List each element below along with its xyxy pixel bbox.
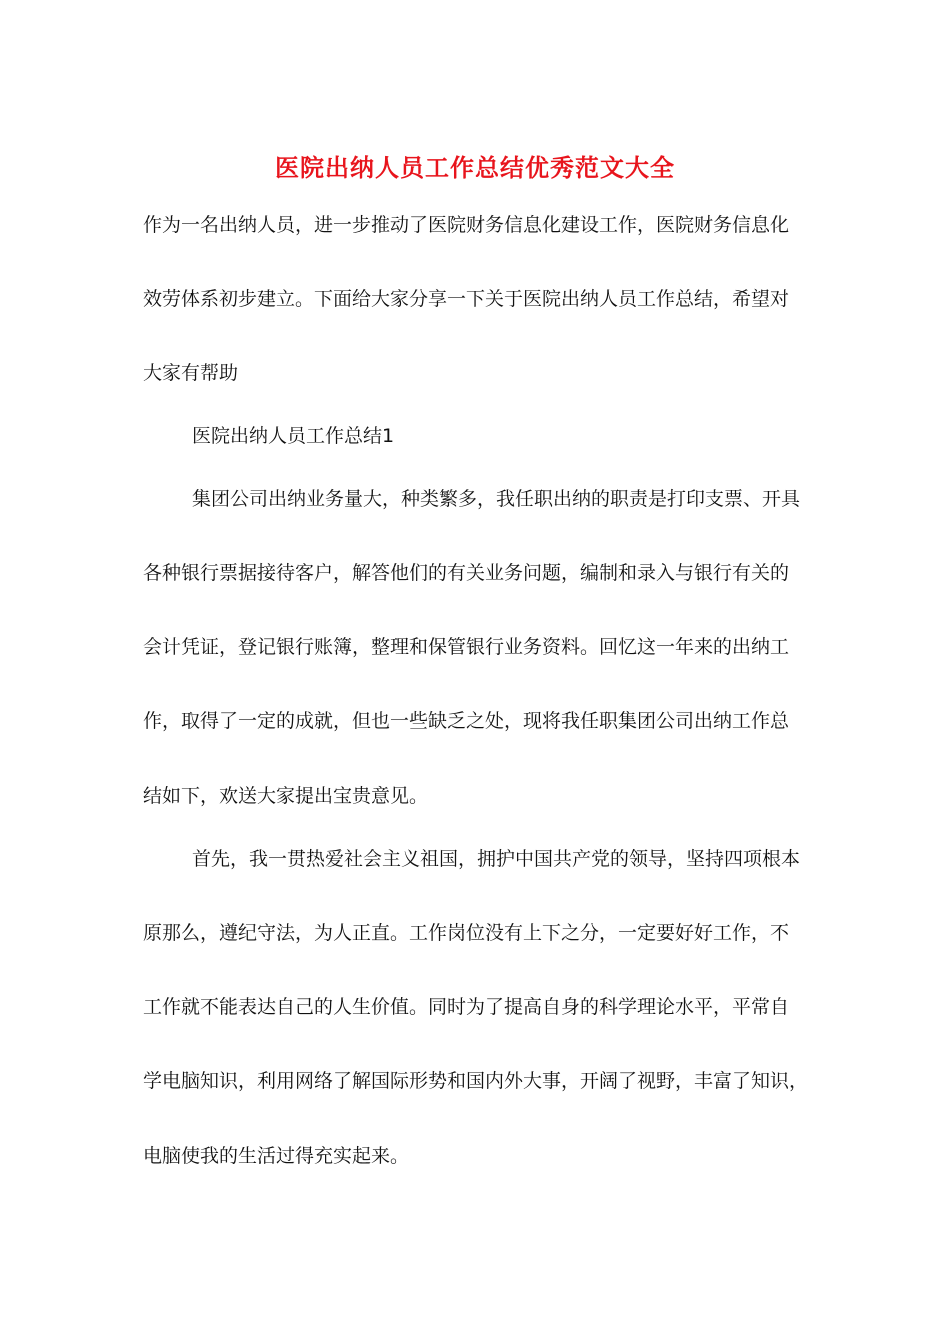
text-line: 效劳体系初步建立。下面给大家分享一下关于医院出纳人员工作总结，希望对 [143, 288, 790, 310]
section-heading: 医院出纳人员工作总结1 [192, 425, 395, 447]
text-line: 首先，我一贯热爱社会主义祖国，拥护中国共产党的领导，坚持四项根本 [192, 848, 801, 870]
text-line: 集团公司出纳业务量大，种类繁多，我任职出纳的职责是打印支票、开具 [192, 488, 801, 510]
text-line: 工作就不能表达自己的人生价值。同时为了提高自身的科学理论水平，平常自 [143, 996, 790, 1018]
text-line: 原那么，遵纪守法，为人正直。工作岗位没有上下之分，一定要好好工作，不 [143, 922, 790, 944]
text-line: 各种银行票据接待客户，解答他们的有关业务问题，编制和录入与银行有关的 [143, 562, 790, 584]
text-line: 大家有帮助 [143, 362, 239, 384]
text-line: 电脑使我的生活过得充实起来。 [143, 1145, 410, 1167]
text-line: 学电脑知识，利用网络了解国际形势和国内外大事，开阔了视野，丰富了知识， [143, 1070, 809, 1092]
text-line: 作，取得了一定的成就，但也一些缺乏之处，现将我任职集团公司出纳工作总 [143, 710, 790, 732]
text-line: 结如下，欢送大家提出宝贵意见。 [143, 785, 429, 807]
text-line: 作为一名出纳人员，进一步推动了医院财务信息化建设工作，医院财务信息化 [143, 214, 790, 236]
text-line: 会计凭证，登记银行账簿，整理和保管银行业务资料。回忆这一年来的出纳工 [143, 636, 790, 658]
document-title: 医院出纳人员工作总结优秀范文大全 [275, 154, 675, 182]
